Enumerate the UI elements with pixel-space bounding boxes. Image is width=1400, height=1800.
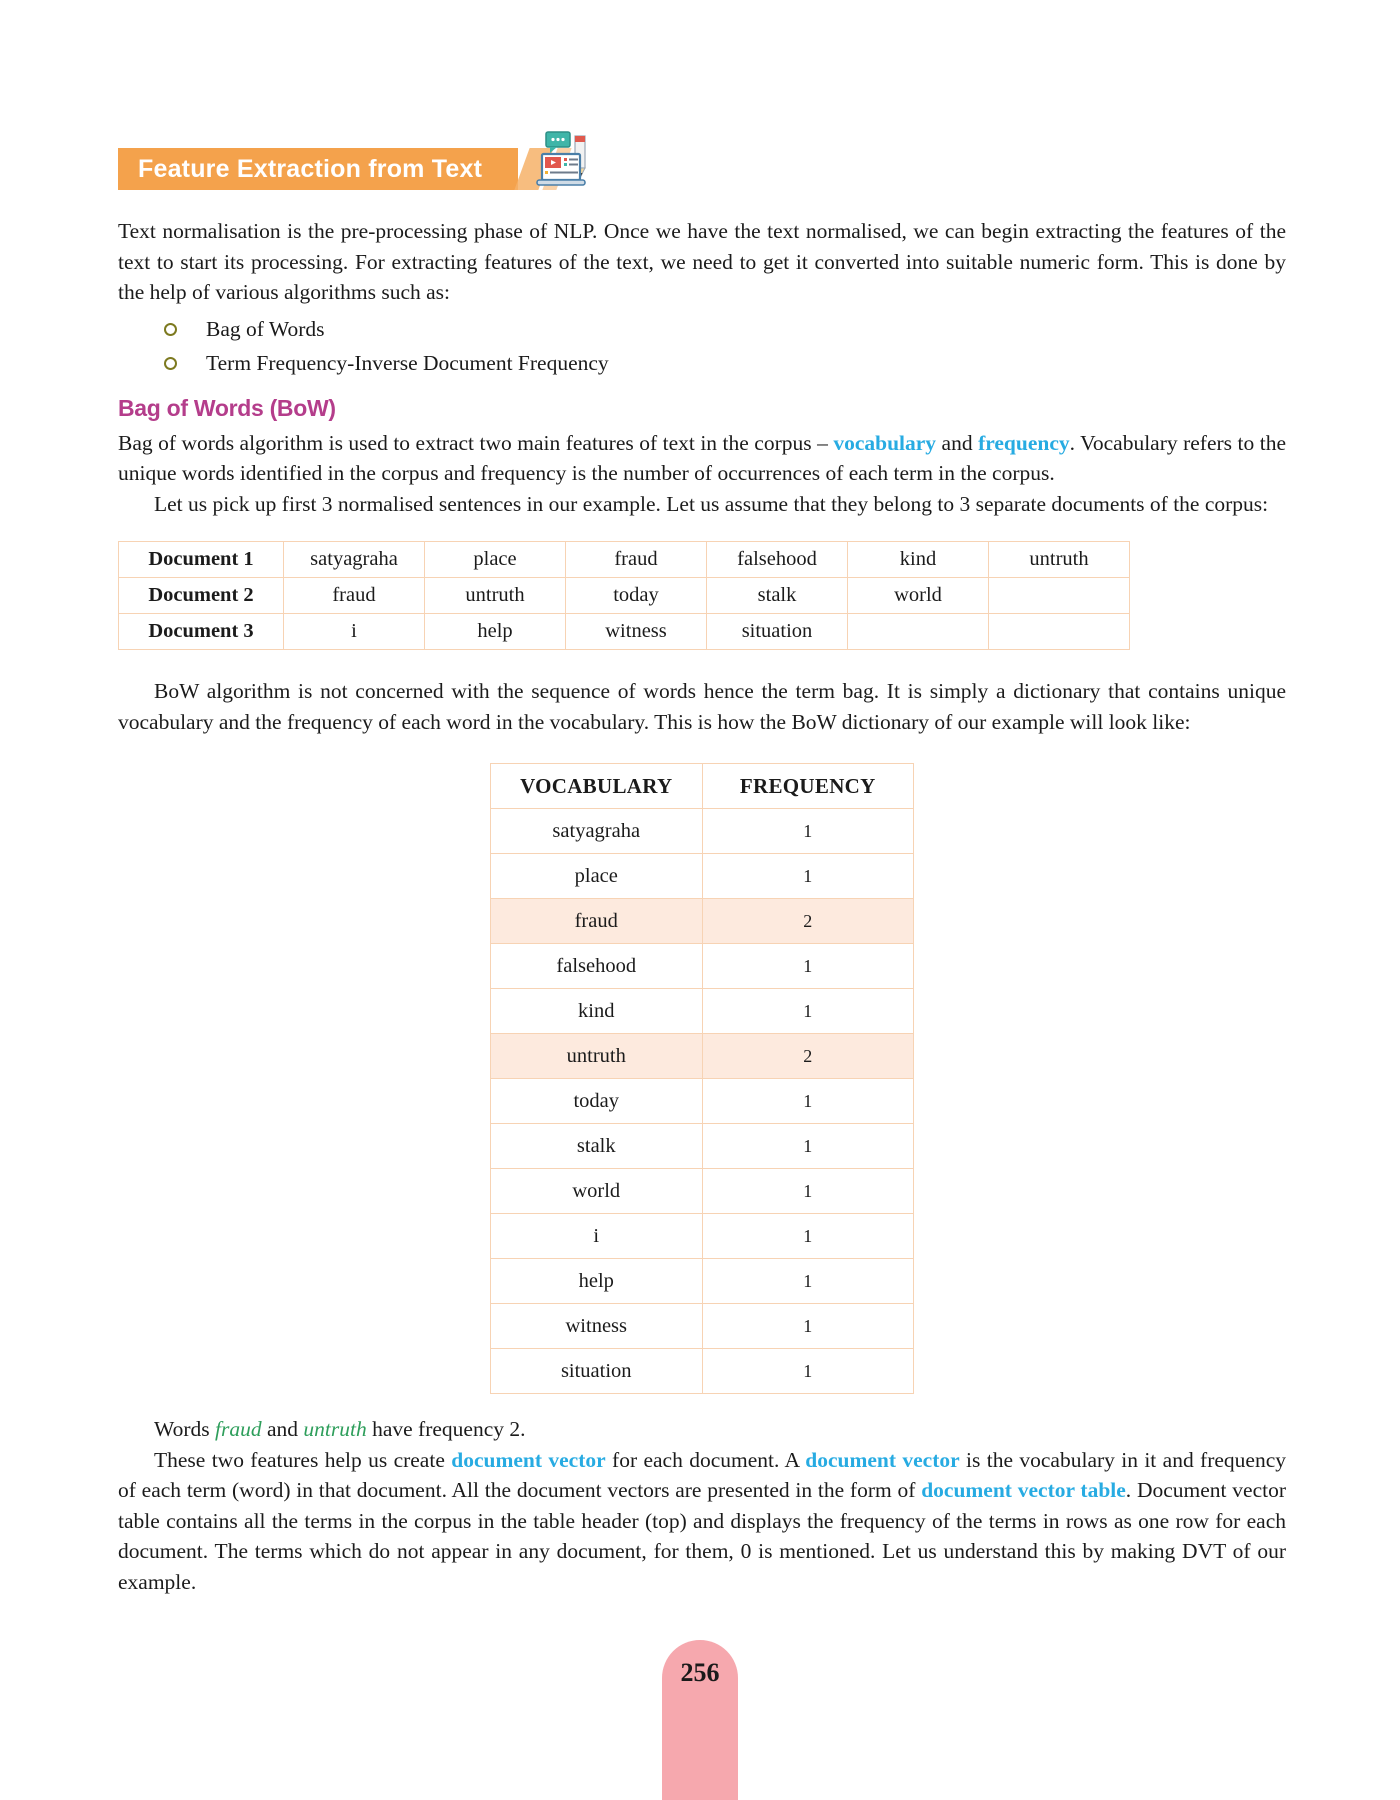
corpus-documents-table: [118, 541, 1130, 650]
frequency-cell: 1: [702, 854, 914, 899]
list-item-label: Bag of Words: [206, 316, 325, 341]
banner-bar: [118, 148, 518, 190]
word-fraud: fraud: [214, 1417, 262, 1442]
corpus-word: fraud: [566, 542, 707, 578]
table-row: [491, 809, 914, 854]
vocabulary-cell: help: [491, 1259, 703, 1304]
words-line-part-c: have frequency 2.: [366, 1417, 526, 1442]
corpus-word: world: [848, 578, 989, 614]
table-row: [491, 854, 914, 899]
corpus-word: situation: [707, 614, 848, 650]
vocabulary-cell: satyagraha: [491, 809, 703, 854]
page-content: [118, 0, 1286, 1597]
table-row: [491, 1169, 914, 1214]
list-item: [164, 348, 1286, 379]
bow-para1-part-b: and: [936, 430, 979, 455]
document-label: Document 2: [119, 578, 284, 614]
vocabulary-cell: kind: [491, 989, 703, 1034]
table-row: [119, 578, 1130, 614]
bow-dictionary-table: [490, 763, 914, 1394]
bow-dictionary-body: [491, 809, 914, 1394]
table-row: [491, 1304, 914, 1349]
bow-dictionary-table-wrap: [118, 763, 1286, 1394]
bow-paragraph-3: BoW algorithm is not concerned with the sequence of words hence the term bag. It is simply a dictionary that contains unique vocabulary and the frequency of each word in the vocabulary. This is how the BoW dictionary of our example will look like:: [118, 679, 1286, 734]
vocabulary-cell: place: [491, 854, 703, 899]
table-row: [491, 1214, 914, 1259]
vocabulary-cell: stalk: [491, 1124, 703, 1169]
table-row: [491, 1034, 914, 1079]
intro-paragraph: Text normalisation is the pre-processing phase of NLP. Once we have the text normalised, we can begin extracting the features of the text to start its processing. For extracting features of the text, we need to get it converted into suitable numeric form. This is done by the help of various algorithms such as:: [118, 219, 1286, 305]
frequency-cell: 1: [702, 944, 914, 989]
corpus-word: help: [425, 614, 566, 650]
laptop-chat-pencil-icon: [526, 130, 592, 192]
vocabulary-cell: today: [491, 1079, 703, 1124]
corpus-word: falsehood: [707, 542, 848, 578]
column-header-frequency: FREQUENCY: [702, 764, 914, 809]
page-number-tab: [662, 1640, 738, 1800]
list-item: [164, 314, 1286, 345]
vocabulary-cell: world: [491, 1169, 703, 1214]
word-untruth: untruth: [303, 1417, 367, 1442]
table-row: [491, 989, 914, 1034]
document-label: Document 3: [119, 614, 284, 650]
keyword-document-vector-2: document vector: [805, 1447, 960, 1472]
vocabulary-cell: i: [491, 1214, 703, 1259]
bow-paragraph-1: [118, 428, 1286, 489]
frequency-cell: 1: [702, 1169, 914, 1214]
frequency-cell: 1: [702, 1349, 914, 1394]
dv-part-c: is the vocabulary in it and frequency of each term (word) in that document. All the document vectors are presented in the form of: [118, 1447, 1286, 1503]
section-heading-bow: Bag of Words (BoW): [118, 394, 336, 421]
keyword-vocabulary: vocabulary: [833, 430, 937, 455]
bow-para1-part-c: . Vocabulary refers to the unique words identified in the corpus and frequency is the number of occurrences of each term in the corpus.: [118, 430, 1286, 486]
words-line-part-a: Words: [154, 1417, 215, 1442]
vocabulary-cell: falsehood: [491, 944, 703, 989]
frequency-cell: 2: [702, 899, 914, 944]
column-header-vocabulary: VOCABULARY: [491, 764, 703, 809]
vocabulary-cell: fraud: [491, 899, 703, 944]
frequency-cell: 1: [702, 1259, 914, 1304]
corpus-word: stalk: [707, 578, 848, 614]
vocabulary-cell: situation: [491, 1349, 703, 1394]
frequency-cell: 2: [702, 1034, 914, 1079]
dv-part-b: for each document. A: [605, 1447, 806, 1472]
frequency-cell: 1: [702, 1304, 914, 1349]
vocabulary-cell: untruth: [491, 1034, 703, 1079]
corpus-word: fraud: [284, 578, 425, 614]
corpus-word: place: [425, 542, 566, 578]
words-line-part-b: and: [261, 1417, 304, 1442]
frequency-cell: 1: [702, 1214, 914, 1259]
corpus-word: untruth: [425, 578, 566, 614]
vocabulary-cell: witness: [491, 1304, 703, 1349]
table-row: [491, 899, 914, 944]
table-row: [491, 944, 914, 989]
frequency-cell: 1: [702, 1079, 914, 1124]
corpus-word-empty: [848, 614, 989, 650]
table-row: [119, 614, 1130, 650]
dv-part-d: . Document vector table contains all the terms in the corpus in the table header (top) and displays the frequency of the terms in rows as one row for each document. The terms which do not appear in any document, for them, 0 is mentioned. Let us understand this by making DVT of our example.: [118, 1478, 1286, 1594]
frequency-cell: 1: [702, 809, 914, 854]
table-row: [119, 542, 1130, 578]
table-row: [491, 1259, 914, 1304]
page-number-label: 256: [680, 1658, 720, 1687]
corpus-word-empty: [989, 614, 1130, 650]
keyword-frequency: frequency: [978, 430, 1070, 455]
keyword-document-vector-1: document vector: [451, 1447, 606, 1472]
table-row: [491, 1124, 914, 1169]
section-banner: [118, 148, 1286, 190]
page-title: Feature Extraction from Text: [138, 154, 483, 183]
corpus-word: kind: [848, 542, 989, 578]
algorithms-list: [118, 314, 1286, 379]
document-label: Document 1: [119, 542, 284, 578]
table-row: [491, 1079, 914, 1124]
table-row: [491, 1349, 914, 1394]
dv-part-a: These two features help us create: [154, 1447, 452, 1472]
document-vector-paragraph: [118, 1445, 1286, 1598]
corpus-word-empty: [989, 578, 1130, 614]
list-item-label: Term Frequency-Inverse Document Frequency: [206, 351, 609, 376]
circle-bullet-icon: [164, 323, 177, 336]
keyword-document-vector-table: document vector table: [921, 1478, 1126, 1503]
corpus-word: i: [284, 614, 425, 650]
corpus-word: today: [566, 578, 707, 614]
frequency-cell: 1: [702, 989, 914, 1034]
frequency-cell: 1: [702, 1124, 914, 1169]
bow-para1-part-a: Bag of words algorithm is used to extract two main features of text in the corpus –: [118, 430, 834, 455]
table-header-row: [491, 764, 914, 809]
corpus-word: satyagraha: [284, 542, 425, 578]
corpus-word: untruth: [989, 542, 1130, 578]
corpus-word: witness: [566, 614, 707, 650]
bow-paragraph-2: Let us pick up first 3 normalised sentences in our example. Let us assume that they belong to 3 separate documents of the corpus:: [154, 491, 1269, 516]
words-frequency-line: [118, 1414, 1286, 1445]
circle-bullet-icon: [164, 357, 177, 370]
